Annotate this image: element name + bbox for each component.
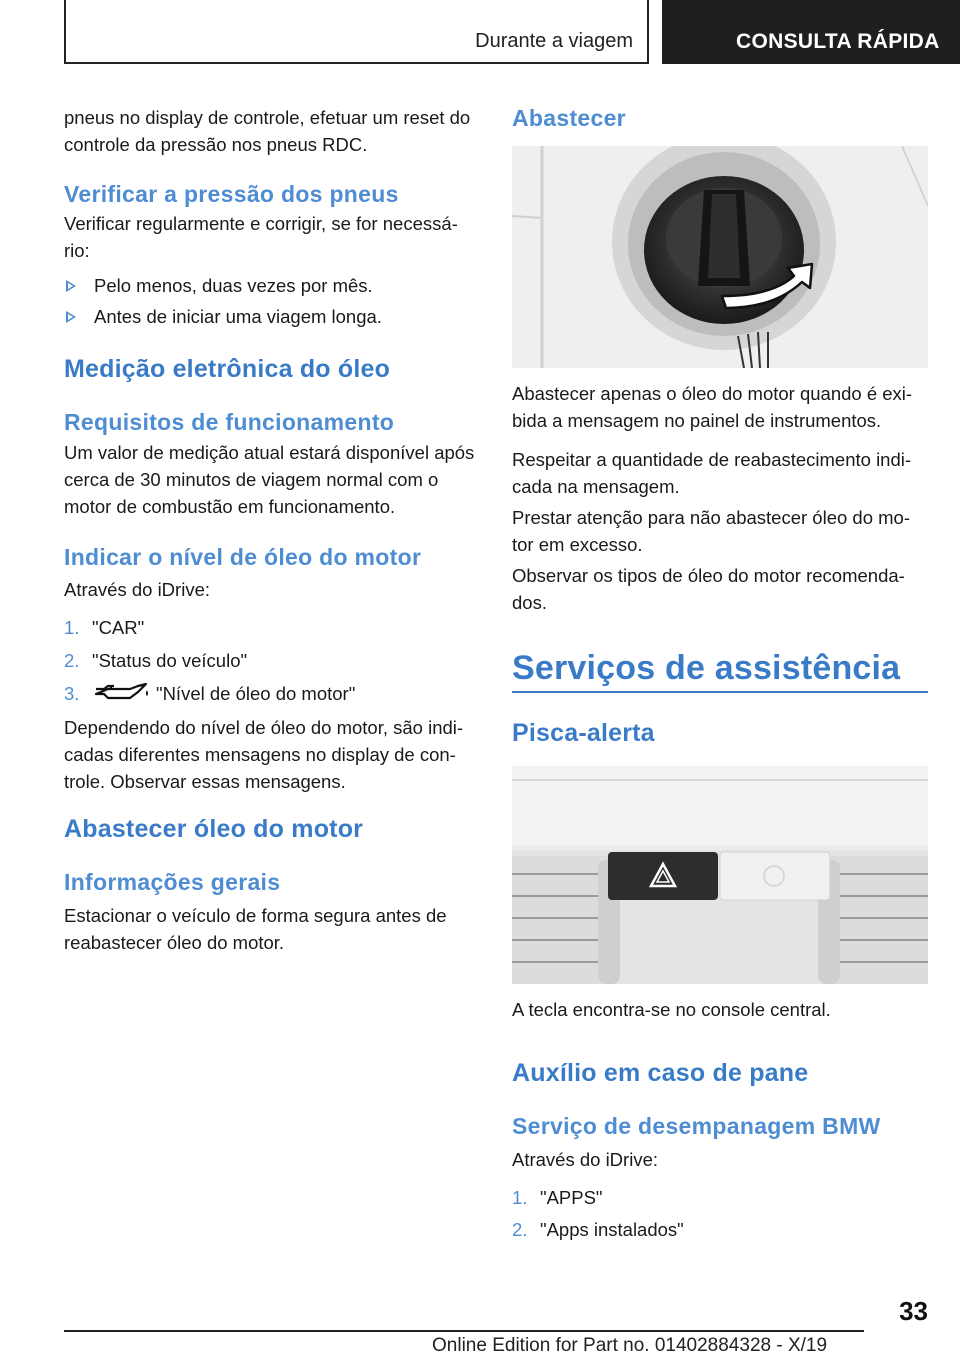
bmw-service-intro: Através do iDrive: [512,1149,658,1170]
oil-level-heading: Indicar o nível de óleo do motor [64,544,422,570]
page-number: 33 [899,1296,928,1326]
refill-paragraph-2: Respeitar a quantidade de reabastecimento indi‐cada na mensagem. [512,449,912,497]
step-text: "CAR" [92,617,145,638]
pressure-text: Verificar regularmente e corrigir, se for necessá‐rio: [64,213,458,261]
breakdown-heading: Auxílio em caso de pane [512,1059,809,1087]
oil-can-icon [94,682,150,704]
pressure-bullet [64,303,476,330]
requirements-heading: Requisitos de funcionamento [64,409,395,435]
step-number: 3. [64,683,80,704]
step-number: 2. [512,1219,528,1240]
oil-level-step [64,647,476,674]
bmw-service-heading: Serviço de desempanagem BMW [512,1113,881,1139]
refill-paragraph-4: Observar os tipos de óleo do motor recomenda‐dos. [512,565,905,613]
step-number: 1. [64,617,80,638]
step-number: 2. [64,650,80,671]
services-heading-rule [512,691,928,693]
refill-oil-heading: Abastecer óleo do motor [64,815,364,843]
header-tab-label: CONSULTA RÁPIDA [736,30,940,53]
requirements-text: Um valor de medição atual estará disponível após cerca de 30 minutos de viagem normal com o motor de combustão em funcionamento. [64,442,475,517]
triangle-bullet-icon [66,280,76,292]
bullet-text: Pelo menos, duas vezes por mês. [94,275,373,296]
footer-divider [64,1330,864,1332]
bmw-service-step [512,1184,928,1211]
header-tab [662,0,960,64]
general-info-text: Estacionar o veículo de forma segura antes de reabastecer óleo do motor. [64,905,447,953]
oil-level-text: Dependendo do nível de óleo do motor, são indi‐cadas diferentes mensagens no display de con‐trole. Observar essas mensagens. [64,717,464,792]
oil-level-intro: Através do iDrive: [64,579,210,600]
refill-heading: Abastecer [512,105,626,131]
hazard-caption: A tecla encontra-se no console central. [512,999,831,1020]
pressure-heading: Verificar a pressão dos pneus [64,181,399,207]
bmw-service-step [512,1216,928,1243]
refill-paragraph-3: Prestar atenção para não abastecer óleo do mo‐tor em excesso. [512,507,910,555]
general-info-heading: Informações gerais [64,869,281,895]
triangle-bullet-icon [66,311,76,323]
header-section-label: Durante a viagem [475,30,633,52]
step-text: "Apps instalados" [540,1219,684,1240]
hazard-switch-image [512,766,928,984]
refill-paragraph-1: Abastecer apenas o óleo do motor quando é exi‐bida a mensagem no painel de instrumentos. [512,383,913,431]
step-number: 1. [512,1187,528,1208]
services-heading: Serviços de assistência [512,649,901,687]
oil-heading: Medição eletrônica do óleo [64,355,391,383]
hazard-heading: Pisca-alerta [512,719,655,747]
step-text: "Nível de óleo do motor" [156,683,356,704]
footer-edition: Online Edition for Part no. 01402884328 - X/19 [432,1335,828,1356]
step-text: "Status do veículo" [92,650,248,671]
oil-level-step [64,614,476,641]
oil-filler-cap-image [512,146,928,368]
bullet-text: Antes de iniciar uma viagem longa. [94,306,382,327]
step-text: "APPS" [540,1187,603,1208]
header-section-box [64,0,649,64]
intro-paragraph: pneus no display de controle, efetuar um reset do controle da pressão nos pneus RDC. [64,107,471,155]
pressure-bullet [64,272,476,299]
